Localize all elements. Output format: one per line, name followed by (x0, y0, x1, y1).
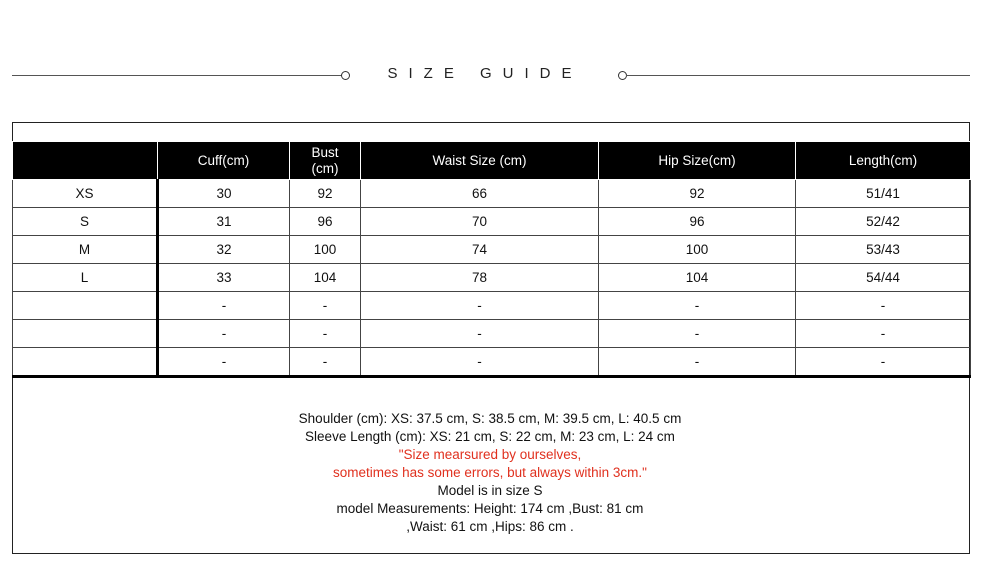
cell-hip: 100 (599, 236, 796, 264)
cell-hip: 104 (599, 264, 796, 292)
cell-cuff: 30 (158, 180, 290, 208)
cell-size (13, 348, 158, 377)
header-cuff: Cuff(cm) (158, 142, 290, 180)
table-row (13, 236, 971, 264)
cell-bust: - (290, 320, 361, 348)
cell-waist: - (361, 292, 599, 320)
measurement-warning-1: "Size mearsured by ourselves, (398, 447, 582, 462)
cell-cuff: 31 (158, 208, 290, 236)
table-row (13, 320, 971, 348)
header-hip: Hip Size(cm) (599, 142, 796, 180)
size-table (12, 141, 971, 378)
sleeve-note: Sleeve Length (cm): XS: 21 cm, S: 22 cm, M: 23 cm, L: 24 cm (305, 429, 675, 444)
model-measurements-2: ,Waist: 61 cm ,Hips: 86 cm . (406, 519, 574, 534)
cell-size (13, 292, 158, 320)
cell-cuff: 32 (158, 236, 290, 264)
size-notes (12, 410, 968, 536)
cell-bust: - (290, 292, 361, 320)
table-row (13, 264, 971, 292)
cell-cuff: - (158, 348, 290, 377)
cell-hip: - (599, 320, 796, 348)
title-dot-left (341, 71, 350, 80)
model-measurements-1: model Measurements: Height: 174 cm ,Bust: 81 cm (336, 501, 644, 516)
cell-hip: - (599, 292, 796, 320)
cell-length: 51/41 (796, 180, 971, 208)
table-row (13, 292, 971, 320)
header-waist: Waist Size (cm) (361, 142, 599, 180)
cell-size: L (13, 264, 158, 292)
header-bust: Bust (cm) (290, 142, 361, 180)
cell-bust: 96 (290, 208, 361, 236)
table-row (13, 348, 971, 377)
cell-hip: 92 (599, 180, 796, 208)
measurement-warning-2: sometimes has some errors, but always within 3cm." (333, 465, 647, 480)
cell-size (13, 320, 158, 348)
cell-waist: 70 (361, 208, 599, 236)
cell-length: 52/42 (796, 208, 971, 236)
model-size-note: Model is in size S (437, 483, 543, 498)
cell-hip: - (599, 348, 796, 377)
cell-length: 53/43 (796, 236, 971, 264)
cell-waist: 78 (361, 264, 599, 292)
cell-waist: 66 (361, 180, 599, 208)
cell-length: 54/44 (796, 264, 971, 292)
cell-bust: 92 (290, 180, 361, 208)
cell-length: - (796, 348, 971, 377)
header-size (13, 142, 158, 180)
cell-length: - (796, 292, 971, 320)
cell-waist: 74 (361, 236, 599, 264)
cell-hip: 96 (599, 208, 796, 236)
page-title: SIZE GUIDE (387, 65, 583, 82)
cell-cuff: 33 (158, 264, 290, 292)
size-table-header (13, 142, 971, 180)
shoulder-note: Shoulder (cm): XS: 37.5 cm, S: 38.5 cm, M: 39.5 cm, L: 40.5 cm (298, 411, 682, 426)
cell-waist: - (361, 348, 599, 377)
cell-size: M (13, 236, 158, 264)
cell-cuff: - (158, 320, 290, 348)
cell-length: - (796, 320, 971, 348)
cell-bust: 104 (290, 264, 361, 292)
cell-waist: - (361, 320, 599, 348)
cell-cuff: - (158, 292, 290, 320)
cell-bust: 100 (290, 236, 361, 264)
cell-size: S (13, 208, 158, 236)
header-length: Length(cm) (796, 142, 971, 180)
table-row (13, 180, 971, 208)
title-rule-right (626, 75, 970, 76)
title-row (0, 60, 984, 92)
cell-size: XS (13, 180, 158, 208)
table-row (13, 208, 971, 236)
title-rule-left (12, 75, 342, 76)
cell-bust: - (290, 348, 361, 377)
